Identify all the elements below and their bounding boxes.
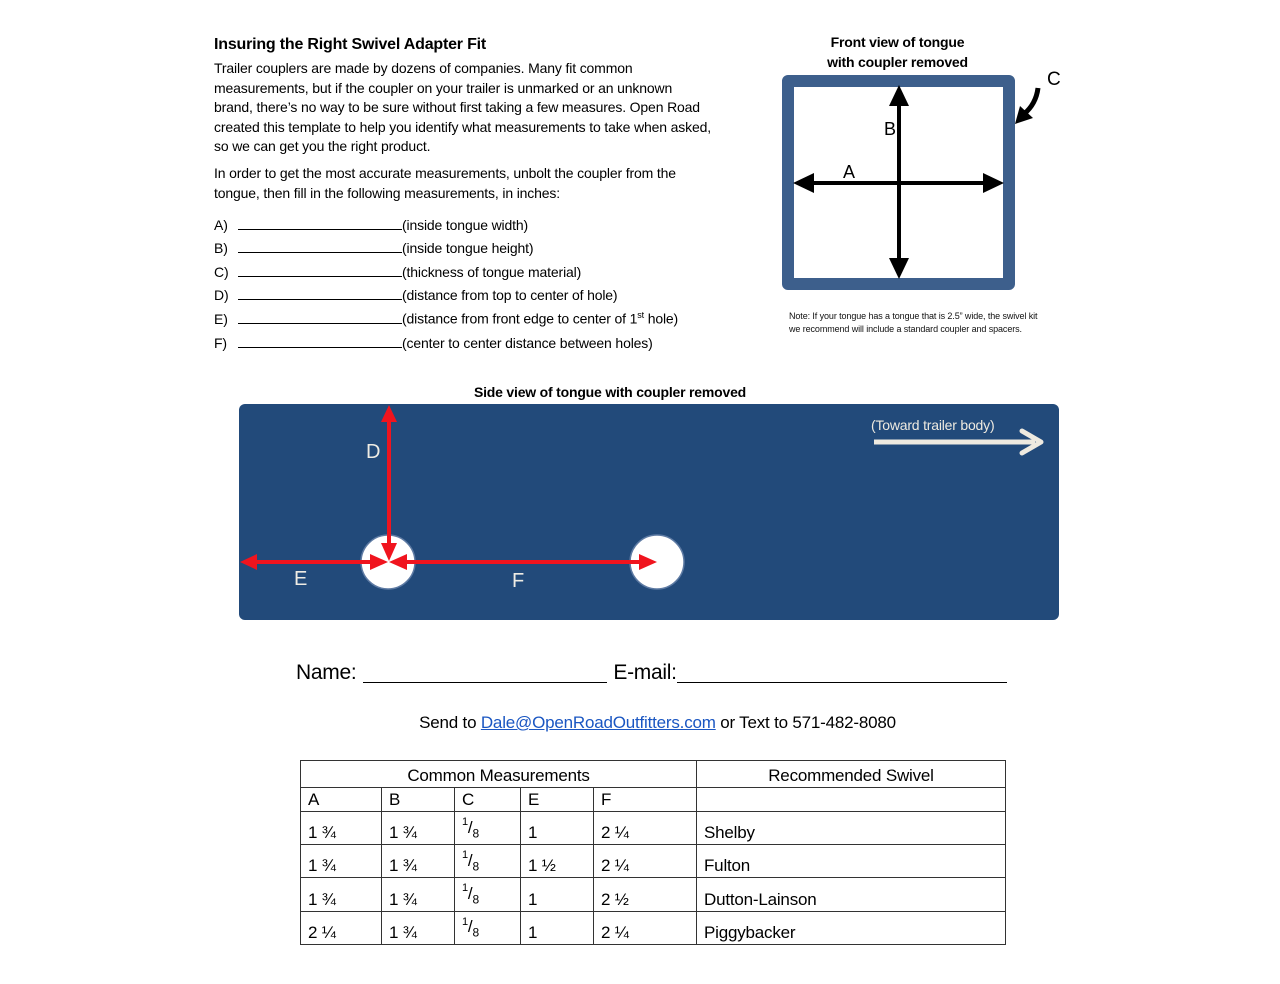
- phone-number: 571-482-8080: [792, 713, 896, 732]
- measurement-row-b: [214, 233, 734, 257]
- swivel-name: Shelby: [697, 812, 1006, 845]
- measurement-e-field[interactable]: [238, 309, 402, 324]
- measurement-list: [214, 209, 734, 351]
- email-label: E-mail:: [613, 661, 677, 684]
- email-link[interactable]: Dale@OpenRoadOutfitters.com: [480, 713, 716, 732]
- table-row: 1 ¾ 1 ¾ $^1/_8$ 1 2 ½ Dutton-Lainson: [301, 878, 1006, 911]
- name-field[interactable]: [363, 660, 607, 683]
- swivel-name: Dutton-Lainson: [697, 878, 1006, 911]
- instructions-paragraph: In order to get the most accurate measurements, unbolt the coupler from the tongue, then fill in the following measurements, in inches:: [214, 165, 676, 201]
- name-label: Name:: [296, 661, 357, 684]
- measurement-label: E): [214, 310, 228, 327]
- label-a: A: [843, 162, 856, 182]
- measurement-label: D): [214, 287, 229, 304]
- measurement-description: (thickness of tongue material): [402, 263, 582, 280]
- intro-paragraph: Trailer couplers are made by dozens of companies. Many fit common measurements, but if the coupler on your trailer is unmarked or an unknown brand, there’s no way to be sure without first taking a few measures. Open Road created this template to help you identify what measurements to take when asked, so we can get you the right product.: [214, 60, 711, 155]
- send-instructions: Send to Dale@OpenRoadOutfitters.com or Text to 571-482-8080: [419, 713, 896, 732]
- measurement-b-field[interactable]: [238, 238, 402, 253]
- contact-fields: [296, 660, 1007, 685]
- arrow-c-icon: [1015, 88, 1038, 124]
- label-b: B: [884, 119, 897, 139]
- side-view-title: Side view of tongue with coupler removed: [473, 384, 747, 400]
- arrow-f-icon: [389, 554, 657, 570]
- common-measurements-table: [300, 760, 1006, 945]
- label-c: C: [1047, 69, 1061, 90]
- measurement-description: (distance from top to center of hole): [402, 287, 618, 304]
- measurement-description: (center to center distance between holes): [402, 334, 653, 351]
- measurement-label: F): [214, 334, 227, 351]
- side-view-diagram: [239, 404, 1059, 620]
- measurement-row-d: [214, 280, 734, 304]
- measurement-f-field[interactable]: [238, 333, 402, 348]
- column-header-c: C: [455, 788, 521, 812]
- column-header-b: B: [382, 788, 455, 812]
- front-view-note: Note: If your tongue has a tongue that is 2.5” wide, the swivel kit we recommend will include a standard coupler and spacers.: [789, 311, 1038, 335]
- label-f: F: [512, 570, 525, 592]
- front-view-diagram: [770, 60, 1080, 300]
- measurement-description: (inside tongue height): [402, 240, 534, 257]
- measurement-description: (inside tongue width): [402, 216, 529, 233]
- column-header-f: F: [594, 788, 697, 812]
- label-d: D: [366, 441, 381, 463]
- table-row: 2 ¼ 1 ¾ $^1/_8$ 1 2 ¼ Piggybacker: [301, 911, 1006, 944]
- table-row: 1 ¾ 1 ¾ $^1/_8$ 1 ½ 2 ¼ Fulton: [301, 845, 1006, 878]
- measurement-row-f: [214, 327, 734, 351]
- measurement-label: C): [214, 263, 229, 280]
- measurement-d-field[interactable]: [238, 285, 402, 300]
- recommended-swivel-header: Recommended Swivel: [697, 761, 1006, 788]
- measurement-description: (distance from front edge to center of 1st hole): [402, 310, 679, 327]
- label-e: E: [294, 568, 308, 590]
- document-title: Insuring the Right Swivel Adapter Fit: [214, 36, 487, 53]
- toward-trailer-label: (Toward trailer body): [871, 417, 995, 433]
- column-header-swivel: [697, 788, 1006, 812]
- toward-trailer-arrow-icon: [874, 431, 1041, 453]
- measurement-label: B): [214, 240, 228, 257]
- front-view-title: Front view of tongue with coupler removed: [827, 34, 968, 70]
- measurement-c-field[interactable]: [238, 262, 402, 277]
- swivel-name: Fulton: [697, 845, 1006, 878]
- measurement-a-field[interactable]: [238, 215, 402, 230]
- common-measurements-header: Common Measurements: [301, 761, 697, 788]
- column-header-e: E: [521, 788, 594, 812]
- measurement-row-c: [214, 256, 734, 280]
- measurement-row-a: [214, 209, 734, 233]
- column-header-a: A: [301, 788, 382, 812]
- table-row: 1 ¾ 1 ¾ $^1/_8$ 1 2 ¼ Shelby: [301, 812, 1006, 845]
- column-header-row: [301, 788, 1006, 812]
- email-field[interactable]: [677, 660, 1007, 683]
- measurement-label: A): [214, 216, 228, 233]
- swivel-name: Piggybacker: [697, 911, 1006, 944]
- measurement-row-e: [214, 303, 734, 327]
